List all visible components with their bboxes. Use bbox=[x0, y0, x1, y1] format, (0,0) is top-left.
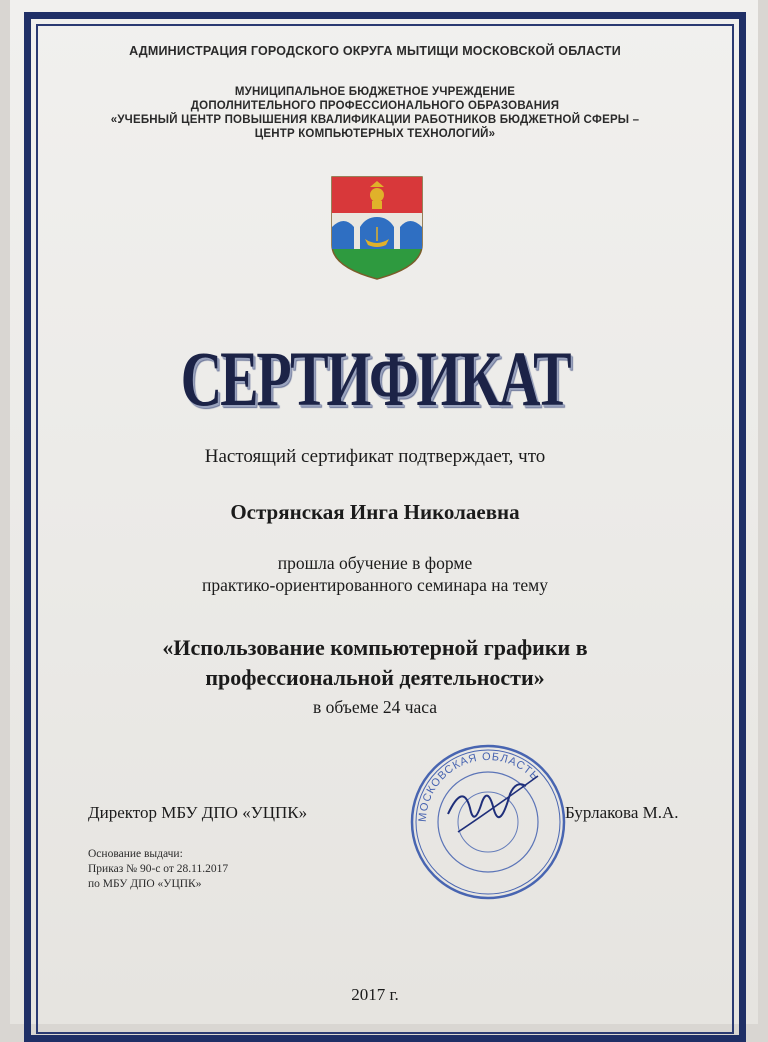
institution-line: ДОПОЛНИТЕЛЬНОГО ПРОФЕССИОНАЛЬНОГО ОБРАЗОВАНИЯ bbox=[190, 100, 560, 112]
seminar-topic-line: профессиональной деятельности» bbox=[205, 665, 545, 690]
issuance-basis-line: Основание выдачи: bbox=[88, 848, 183, 860]
signatory-name: Бурлакова М.А. bbox=[565, 803, 679, 822]
training-form-line: практико-ориентированного семинара на тему bbox=[202, 575, 548, 595]
coat-of-arms-icon bbox=[330, 175, 424, 281]
administration-header: АДМИНИСТРАЦИЯ ГОРОДСКОГО ОКРУГА МЫТИЩИ МОСКОВСКОЙ ОБЛАСТИ bbox=[129, 44, 621, 58]
seminar-topic-line: «Использование компьютерной графики в bbox=[162, 635, 588, 660]
institution-header bbox=[60, 85, 690, 141]
training-form-line: прошла обучение в форме bbox=[277, 553, 473, 573]
training-form-text bbox=[60, 552, 690, 596]
seminar-topic bbox=[60, 633, 690, 693]
issue-year: 2017 г. bbox=[351, 985, 399, 1004]
issuance-basis bbox=[88, 847, 228, 892]
issuance-basis-line: Приказ № 90-с от 28.11.2017 bbox=[88, 863, 229, 875]
director-position: Директор МБУ ДПО «УЦПК» bbox=[88, 803, 308, 822]
certificate-title: СЕРТИФИКАТ bbox=[180, 335, 570, 422]
stamp-text: МОСКОВСКАЯ ОБЛАСТЬ bbox=[416, 750, 542, 823]
course-volume: в объеме 24 часа bbox=[312, 697, 438, 717]
institution-line: ЦЕНТР КОМПЬЮТЕРНЫХ ТЕХНОЛОГИЙ» bbox=[254, 128, 496, 140]
issuance-basis-line: по МБУ ДПО «УЦПК» bbox=[88, 878, 202, 890]
institution-line: «УЧЕБНЫЙ ЦЕНТР ПОВЫШЕНИЯ КВАЛИФИКАЦИИ РАБОТНИКОВ БЮДЖЕТНОЙ СФЕРЫ – bbox=[110, 114, 640, 126]
institution-line: МУНИЦИПАЛЬНОЕ БЮДЖЕТНОЕ УЧРЕЖДЕНИЕ bbox=[234, 86, 516, 98]
confirmation-text: Настоящий сертификат подтверждает, что bbox=[204, 446, 546, 467]
official-stamp-icon bbox=[408, 742, 568, 902]
recipient-name: Острянская Инга Николаевна bbox=[230, 500, 520, 524]
